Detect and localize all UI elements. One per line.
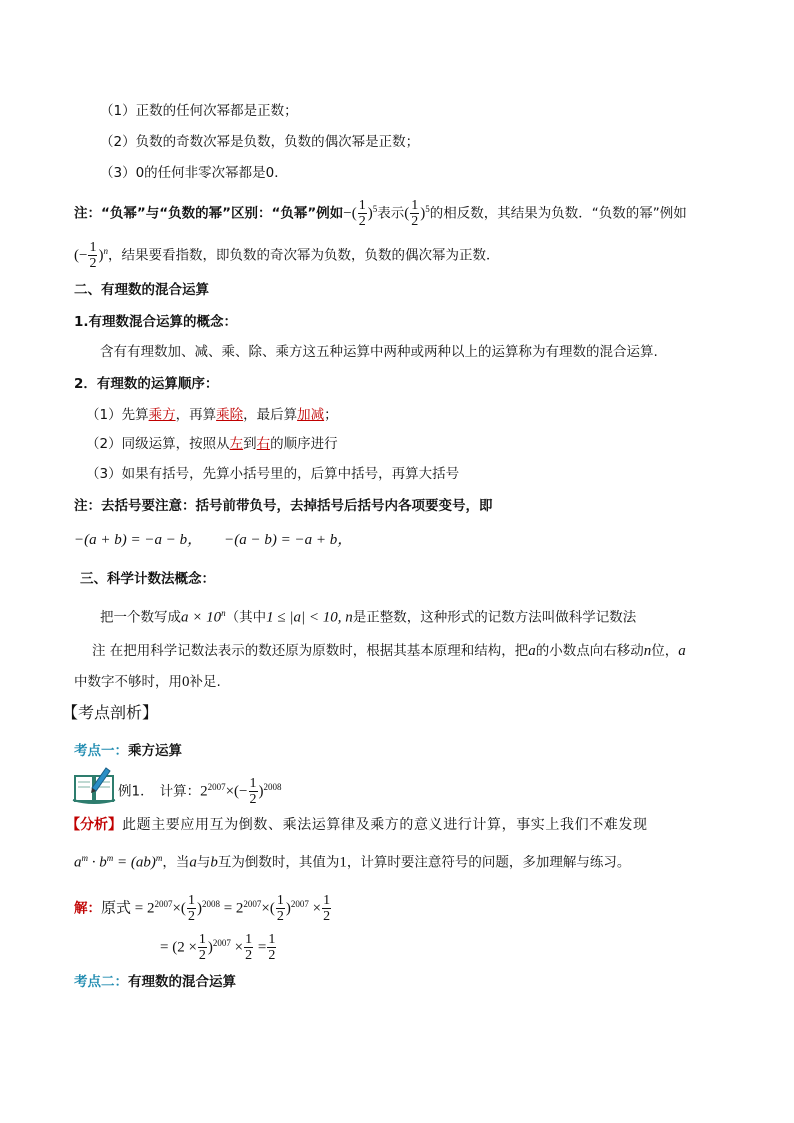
fraction-half: $\frac{1}{2}$	[249, 776, 257, 807]
keyword-power: 乘方	[148, 407, 176, 423]
section-3-title: 三、科学计数法概念：	[80, 571, 215, 587]
example-1: 例1． 计算：$2^{2007}\times(-$ $\frac{1}{2}$ )$^{2008}$	[118, 776, 282, 807]
order-rule-2: （2）同级运算，按照从左到右的顺序进行	[86, 436, 338, 452]
note-text-a: 注：“负幂”与“负数的幂”区别：“负幂”例如	[74, 205, 344, 222]
solution-line-1: 解：原式 = $2^{2007}\times$( $\frac{1}{2}$ )$^{2008} = 2^{2007}\times$( $\frac{1}{2}$ )$^{2007}$ × $\frac{1}{2}$	[74, 893, 331, 924]
fraction-half: $\frac{1}{2}$	[187, 893, 195, 924]
note-text-b: 表示	[377, 205, 405, 222]
keyword-add-subtract: 加减	[297, 407, 325, 423]
fraction-half: $\frac{1}{2}$	[411, 198, 419, 229]
fraction-half: $\frac{1}{2}$	[323, 893, 331, 924]
solution-line-2: = (2 × $\frac{1}{2}$ )$^{2007}$ × $\frac{1}{2}$ = $\frac{1}{2}$	[160, 932, 276, 963]
order-rule-1: （1）先算乘方，再算乘除，最后算加减；	[86, 407, 338, 423]
bracket-formula-2: −(a − b) = −a + b，	[224, 532, 353, 548]
keyword-right: 右	[256, 436, 271, 452]
scientific-notation-definition: 把一个数写成$a \times 10^n$（其中1 ≤ |a| < 10, n是正整数，这种形式的记数方法叫做科学记数法	[100, 608, 637, 626]
section-2-heading-2: 2．有理数的运算顺序：	[74, 376, 219, 392]
key-point-1-header: 考点一：乘方运算	[74, 743, 182, 759]
rule-zero-power: （3）0的任何非零次幂都是0．	[100, 165, 288, 181]
analysis-cont: $a^m \cdot b^m = (ab)^m$，当a与b互为倒数时，其值为1，计算时要注意符号的问题，多加理解与练习。	[74, 853, 631, 871]
key-point-2-header: 考点二：有理数的混合运算	[74, 974, 236, 990]
bracket-note: 注：去括号要注意：括号前带负号，去掉括号后括号内各项要变号，即	[74, 498, 493, 514]
note-negative-power: 注：“负幂”与“负数的幂”区别：“负幂”例如−( $\frac{1}{2}$ )$^5$表示( $\frac{1}{2}$ )$^5$的相反数，其结果为负数．“负数的幂”例如	[74, 198, 687, 229]
solution-label: 解：	[74, 900, 101, 917]
fraction-half: $\frac{1}{2}$	[268, 932, 276, 963]
fraction-half: $\frac{1}{2}$	[358, 198, 366, 229]
rule-positive-power: （1）正数的任何次幂都是正数；	[100, 103, 298, 119]
bracket-formula-1: −(a + b) = −a − b，	[74, 532, 203, 548]
note-negative-base: (− $\frac{1}{2}$ )$^n$，结果要看指数，即负数的奇次幂为负数，负数的偶次幂为正数．	[74, 240, 500, 271]
note-neg: −(	[343, 205, 357, 222]
book-pencil-icon	[72, 764, 116, 804]
note-text-c: 的相反数，其结果为负数．“负数的幂”例如	[429, 205, 687, 222]
fraction-half: $\frac{1}{2}$	[276, 893, 284, 924]
bracket-formulas	[74, 530, 352, 550]
section-2-title: 二、有理数的混合运算	[74, 282, 209, 298]
fraction-half: $\frac{1}{2}$	[245, 932, 253, 963]
analysis-label: 【分析】	[66, 817, 122, 833]
analysis: 【分析】此题主要应用互为倒数、乘法运算律及乘方的意义进行计算，事实上我们不难发现	[66, 817, 648, 833]
section-2-heading-1: 1.有理数混合运算的概念：	[74, 314, 238, 330]
note-text-d: ，结果要看指数，即负数的奇次幂为负数，负数的偶次幂为正数．	[107, 247, 500, 264]
scientific-notation-note: 注 在把用科学记数法表示的数还原为原数时，根据其基本原理和结构，把a的小数点向右移动n位，a	[92, 643, 686, 659]
rule-negative-power: （2）负数的奇数次幂是负数，负数的偶次幂是正数；	[100, 134, 420, 150]
keyword-left: 左	[229, 436, 244, 452]
keyword-multiply-divide: 乘除	[216, 407, 244, 423]
fraction-half: $\frac{1}{2}$	[89, 240, 97, 271]
section-2-definition: 含有有理数加、减、乘、除、乘方这五种运算中两种或两种以上的运算称为有理数的混合运算.	[100, 344, 658, 360]
scientific-notation-note-cont: 中数字不够时，用0补足.	[74, 674, 221, 690]
fraction-half: $\frac{1}{2}$	[198, 932, 206, 963]
key-points-title: 【考点剖析】	[62, 703, 159, 722]
order-rule-3: （3）如果有括号，先算小括号里的，后算中括号，再算大括号	[86, 466, 460, 482]
